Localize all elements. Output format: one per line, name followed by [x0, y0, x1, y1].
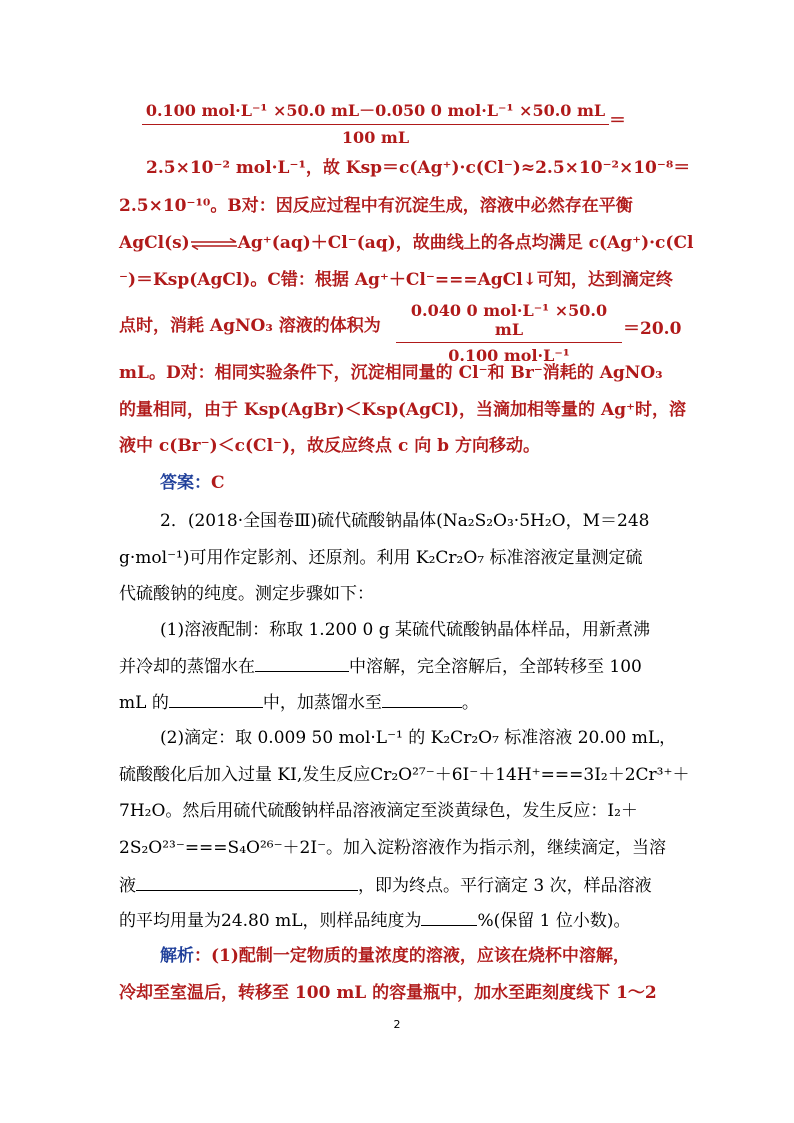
q5-text-a: 并冷却的蒸馏水在	[119, 657, 255, 677]
question-2-line-8: 硫酸酸化后加入过量 KI,发生反应Cr₂O²⁷⁻＋6I⁻＋14H⁺===3I₂＋2Cr³⁺＋	[119, 765, 690, 785]
analysis-line-1	[160, 944, 630, 968]
fraction-2-numerator: 0.040 0 mol·L⁻¹ ×50.0 mL	[410, 301, 608, 339]
equilibrium-right: Ag⁺(aq)＋Cl⁻(aq)，故曲线上的各点均满足 c(Ag⁺)·c(Cl	[237, 233, 694, 253]
q6-text-c: 。	[461, 693, 479, 713]
q11-text-b: ，即为终点。平行滴定 3 次，样品溶液	[358, 876, 652, 896]
analysis-text-1: ：(1)配制一定物质的量浓度的溶液，应该在烧杯中溶解，	[194, 946, 630, 966]
fraction-2	[396, 301, 622, 365]
explanation-line-1: 2.5×10⁻² mol·L⁻¹，故 Ksp＝c(Ag⁺)·c(Cl⁻)≈2.5×10⁻²×10⁻⁸＝	[146, 158, 691, 178]
fraction-1-numerator: 0.100 mol·L⁻¹ ×50.0 mL－0.050 0 mol·L⁻¹ ×50.0 mL	[145, 101, 606, 120]
blank-purity[interactable]	[421, 907, 477, 926]
q11-text-a: 液	[119, 876, 136, 896]
explanation-line-3	[119, 231, 693, 255]
explanation-line-6: mL。D对：相同实验条件下，沉淀相同量的 Cl⁻和 Br⁻消耗的 AgNO₃	[119, 363, 663, 383]
explanation-line-8: 液中 c(Br⁻)＜c(Cl⁻)，故反应终点 c 向 b 方向移动。	[119, 436, 540, 456]
answer-value: C	[211, 473, 225, 493]
question-2-line-1: 2．(2018·全国卷Ⅲ)硫代硫酸钠晶体(Na₂S₂O₃·5H₂O，M＝248	[160, 511, 650, 531]
equilibrium-left: AgCl(s)	[119, 233, 190, 253]
q6-text-a: mL 的	[119, 693, 169, 713]
blank-fill-to[interactable]	[382, 689, 462, 708]
question-2-line-11	[119, 872, 652, 898]
question-2-line-2: g·mol⁻¹)可用作定影剂、还原剂。利用 K₂Cr₂O₇ 标准溶液定量测定硫	[119, 548, 643, 568]
question-2-line-10: 2S₂O²³⁻===S₄O²⁶⁻＋2I⁻。加入淀粉溶液作为指示剂，继续滴定，当溶	[119, 838, 667, 858]
fraction-2-result: ＝20.0	[623, 319, 682, 339]
q6-text-b: 中，加蒸馏水至	[262, 693, 382, 713]
fraction-2-denominator: 0.100 mol·L⁻¹	[448, 346, 570, 365]
q12-text-a: 的平均用量为24.80 mL，则样品纯度为	[119, 911, 422, 931]
explanation-line-2: 2.5×10⁻¹⁰。B对：因反应过程中有沉淀生成，溶液中必然存在平衡	[119, 196, 633, 216]
fraction-1-denominator: 100 mL	[341, 128, 410, 147]
analysis-label: 解析	[160, 946, 194, 966]
fraction-1-equals: ＝	[609, 111, 626, 131]
explanation-line-4: ⁻)＝Ksp(AgCl)。C错：根据 Ag⁺＋Cl⁻===AgCl↓可知，达到滴定终	[119, 270, 673, 290]
question-2-line-12	[119, 907, 631, 933]
answer-label: 答案：	[160, 473, 211, 493]
fraction-1	[142, 98, 609, 147]
explanation-line-5: 点时，消耗 AgNO₃ 溶液的体积为	[119, 316, 381, 336]
blank-endpoint[interactable]	[136, 872, 358, 891]
blank-dissolve-vessel[interactable]	[255, 653, 349, 672]
analysis-line-2: 冷却至室温后，转移至 100 mL 的容量瓶中，加水至距刻度线下 1～2	[119, 983, 657, 1003]
question-2-line-9: 7H₂O。然后用硫代硫酸钠样品溶液滴定至淡黄绿色，发生反应：I₂＋	[119, 801, 638, 821]
question-2-line-5	[119, 653, 642, 679]
question-2-line-3: 代硫酸钠的纯度。测定步骤如下：	[119, 584, 374, 604]
question-2-line-6	[119, 689, 479, 715]
answer	[160, 471, 225, 495]
explanation-line-7: 的量相同，由于 Ksp(AgBr)＜Ksp(AgCl)，当滴加相等量的 Ag⁺时，溶	[119, 400, 686, 420]
question-2-line-4: (1)溶液配制：称取 1.200 0 g 某硫代硫酸钠晶体样品，用新煮沸	[160, 620, 651, 640]
q5-text-b: 中溶解，完全溶解后，全部转移至 100	[349, 657, 642, 677]
page-number: 2	[393, 1018, 401, 1031]
question-2-line-7: (2)滴定：取 0.009 50 mol·L⁻¹ 的 K₂Cr₂O₇ 标准溶液 20.00 mL，	[160, 728, 677, 748]
blank-volumetric-flask[interactable]	[169, 689, 263, 708]
q12-text-b: %(保留 1 位小数)。	[477, 911, 631, 931]
equilibrium-arrow-icon	[190, 238, 238, 250]
